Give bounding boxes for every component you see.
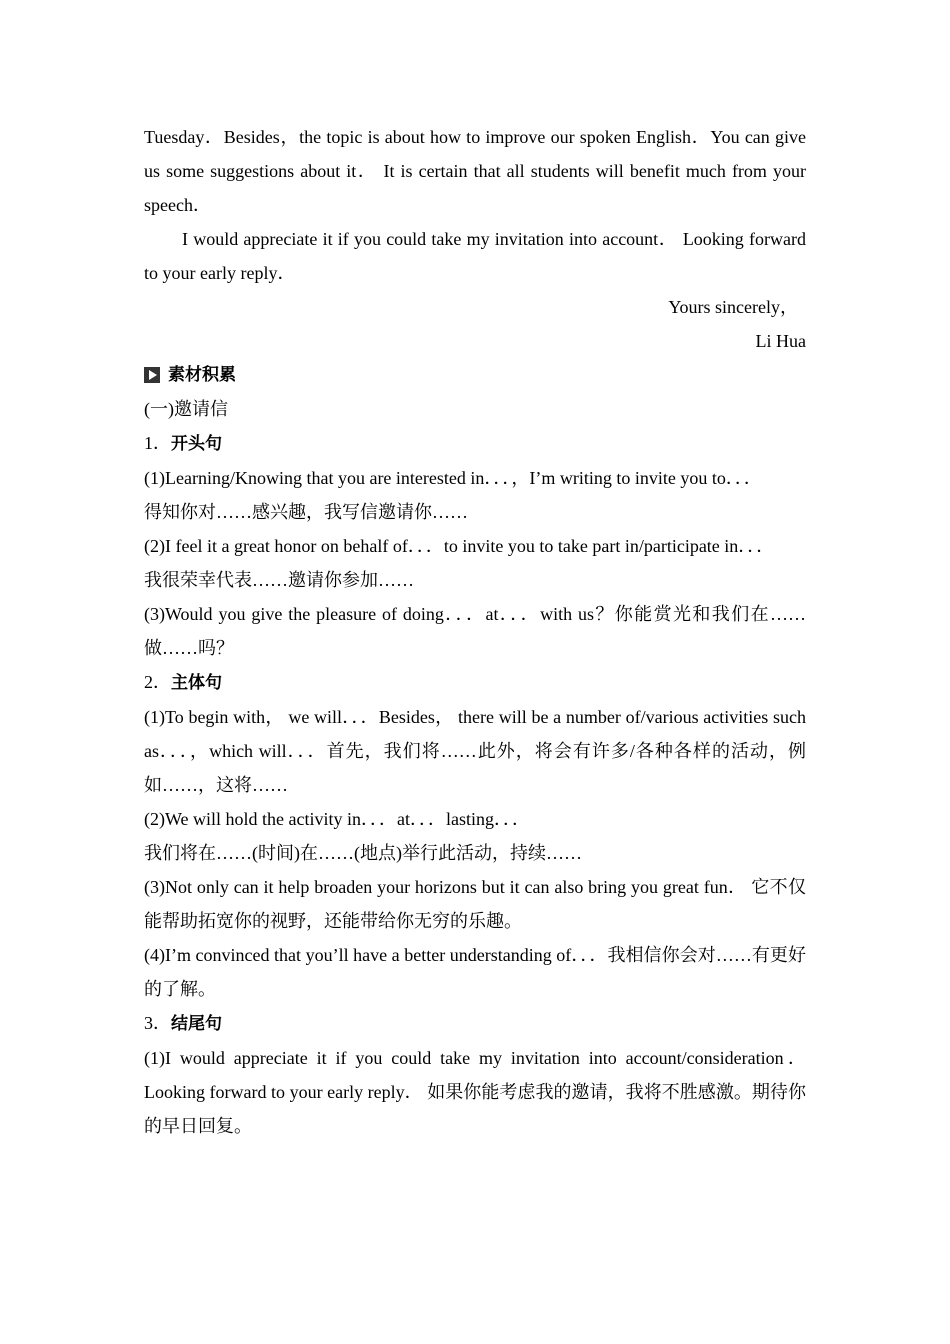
list-item: (3)Would you give the pleasure of doing．．．at．．．with us？你能赏光和我们在……做……吗？ xyxy=(144,604,806,658)
group-title: 开头句 xyxy=(171,434,222,454)
list-item: (3)Not only can it help broaden your horizons but it can also bring you great fun． 它不仅能帮助拓宽你的视野，还能带给你无穷的乐趣。 xyxy=(144,877,806,931)
list-item: (1)To begin with， we will．．．Besides， there will be a number of/various activities such as．．．，which will．．．首先，我们将……此外，将会有许多/各种各样的活动，例如……，这将…… xyxy=(144,707,806,795)
group-heading-3 xyxy=(144,1006,806,1041)
list-item: (2)We will hold the activity in．．．at．．．lasting．．． xyxy=(144,809,530,829)
group-title: 主体句 xyxy=(171,673,222,693)
list-item: 我们将在……(时间)在……(地点)举行此活动，持续…… xyxy=(144,843,582,863)
letter-paragraph-1: Tuesday．Besides，the topic is about how to improve our spoken English．You can give us some suggestions about it． It is certain that all students will benefit much from your speech． xyxy=(144,127,806,215)
section-title-text: 素材积累 xyxy=(168,365,236,385)
document-page xyxy=(144,120,806,1143)
list-item: (1)I would appreciate it if you could take my invitation into account/consideration．Looking forward to your early reply． 如果你能考虑我的邀请，我将不胜感激。期待你的早日回复。 xyxy=(144,1048,806,1136)
letter-signature: Li Hua xyxy=(755,331,806,351)
list-item: (2)I feel it a great honor on behalf of．．．to invite you to take part in/participate in．．． xyxy=(144,536,775,556)
play-icon xyxy=(144,367,160,383)
group-number: 2． xyxy=(144,672,171,692)
letter-paragraph-2: I would appreciate it if you could take my invitation into account． Looking forward to your early reply． xyxy=(144,229,806,283)
group-title: 结尾句 xyxy=(171,1014,222,1034)
list-item: (4)I’m convinced that you’ll have a better understanding of．．．我相信你会对……有更好的了解。 xyxy=(144,945,806,999)
group-number: 3． xyxy=(144,1013,171,1033)
group-heading-2 xyxy=(144,665,806,700)
list-item: (1)Learning/Knowing that you are interested in．．．，I’m writing to invite you to．．． xyxy=(144,468,762,488)
list-item: 得知你对……感兴趣，我写信邀请你…… xyxy=(144,502,468,522)
list-item: 我很荣幸代表……邀请你参加…… xyxy=(144,570,414,590)
group-number: 1． xyxy=(144,433,171,453)
group-heading-1 xyxy=(144,426,806,461)
section-title xyxy=(144,358,806,392)
letter-closing: Yours sincerely， xyxy=(668,297,798,317)
subsection-title: (一)邀请信 xyxy=(144,399,228,419)
